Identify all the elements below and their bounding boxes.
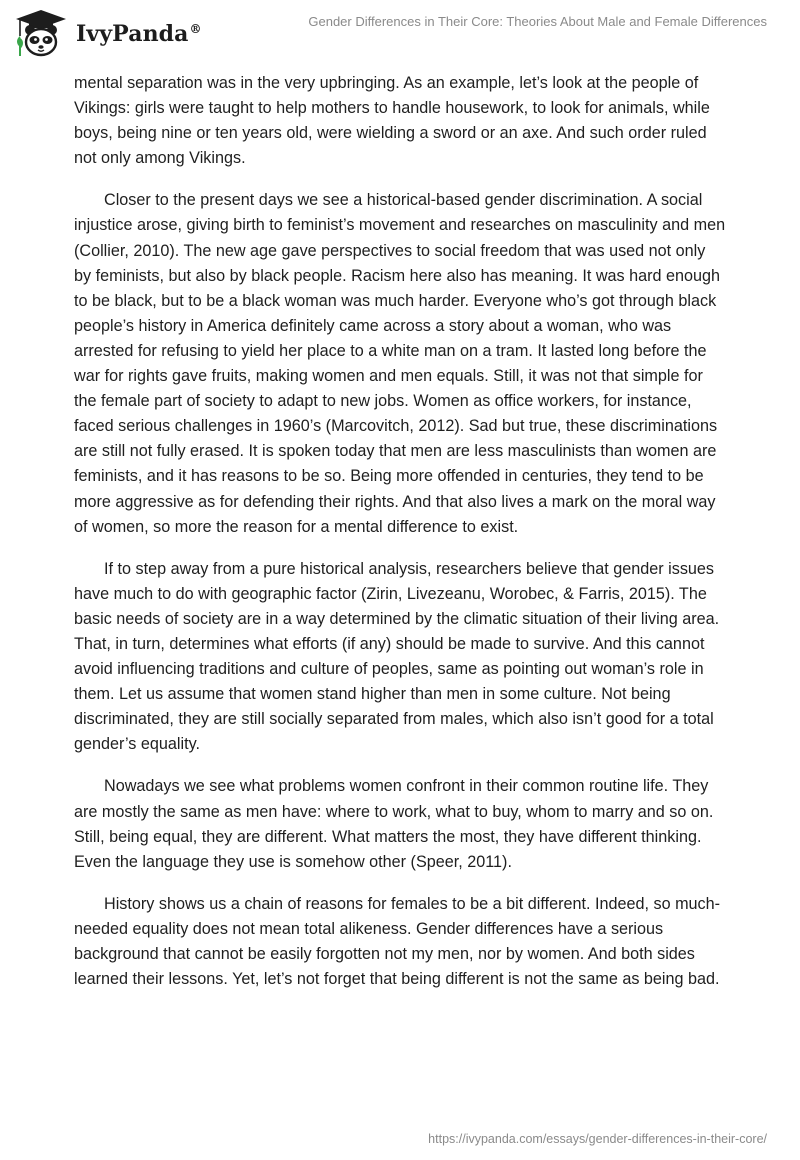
brand-logo[interactable]	[12, 6, 202, 60]
paragraph: History shows us a chain of reasons for females to be a bit different. Indeed, so much-needed equality does not mean total alikeness. Gender differences have a serious background that cannot be easily forgotten not my men, nor by women. And both sides learned their lessons. Yet, let’s not forget that being different is not the same as being bad.	[74, 894, 721, 989]
paragraph-continuation: mental separation was in the very upbringing. As an example, let’s look at the people of Vikings: girls were taught to help mothers to handle housework, to look for animals, while boys, being nine or ten years old, were wielding a sword or an axe. And such order ruled not only among Vikings.	[74, 74, 710, 168]
page-header	[0, 0, 800, 68]
paragraph: If to step away from a pure historical analysis, researchers believe that gender issues have much to do with geographic factor (Zirin, Livezeanu, Worobec, & Farris, 2015). The basic needs of society are in a way determined by the climatic situation of their living area. That, in turn, determines what efforts (if any) should be made to survive. And this cannot avoid influencing traditions and culture of peoples, same as pointing out woman’s role in them. Let us assume that women stand higher than men in some culture. Not being discriminated, they are still socially separated from males, which also isn’t good for a total gender’s equality.	[74, 559, 720, 754]
paragraph: Closer to the present days we see a historical-based gender discrimination. A social injustice arose, giving birth to feminist’s movement and researches on masculinity and men (Collier, 2010). The new age gave perspectives to social freedom that was used not only by feminists, but also by black people. Racism here also has meaning. It was hard enough to be black, but to be a black woman was much harder. Everyone who’s got through black people’s history in America definitely came across a story about a woman, who was arrested for refusing to yield her place to a white man on a tram. It lasted long before the war for rights gave fruits, making women and men equals. Still, it was not that simple for the female part of society to adapt to new jobs. Women as office workers, for instance, faced serious challenges in 1960’s (Marcovitch, 2012). Sad but true, these discriminations are still not fully erased. It is spoken today that men are less masculinists than women are feminists, and it has reasons to be so. Being more offended in centuries, they tend to be more aggressive as for defending their rights. And that also lives a mark on the moral way of women, so more the reason for a mental difference to exist.	[74, 191, 726, 536]
brand-name: IvyPanda®	[76, 21, 202, 47]
panda-graduate-icon	[12, 6, 70, 60]
source-url-link[interactable]: https://ivypanda.com/essays/gender-differences-in-their-core/	[428, 1132, 767, 1146]
paragraph: Nowadays we see what problems women confront in their common routine life. They are mostly the same as men have: where to work, what to buy, whom to marry and so on. Still, being equal, they are different. What matters the most, they have different thinking. Even the language they use is somehow other (Speer, 2011).	[74, 777, 714, 871]
document-title: Gender Differences in Their Core: Theories About Male and Female Differences	[308, 14, 767, 29]
essay-body	[74, 71, 726, 1009]
